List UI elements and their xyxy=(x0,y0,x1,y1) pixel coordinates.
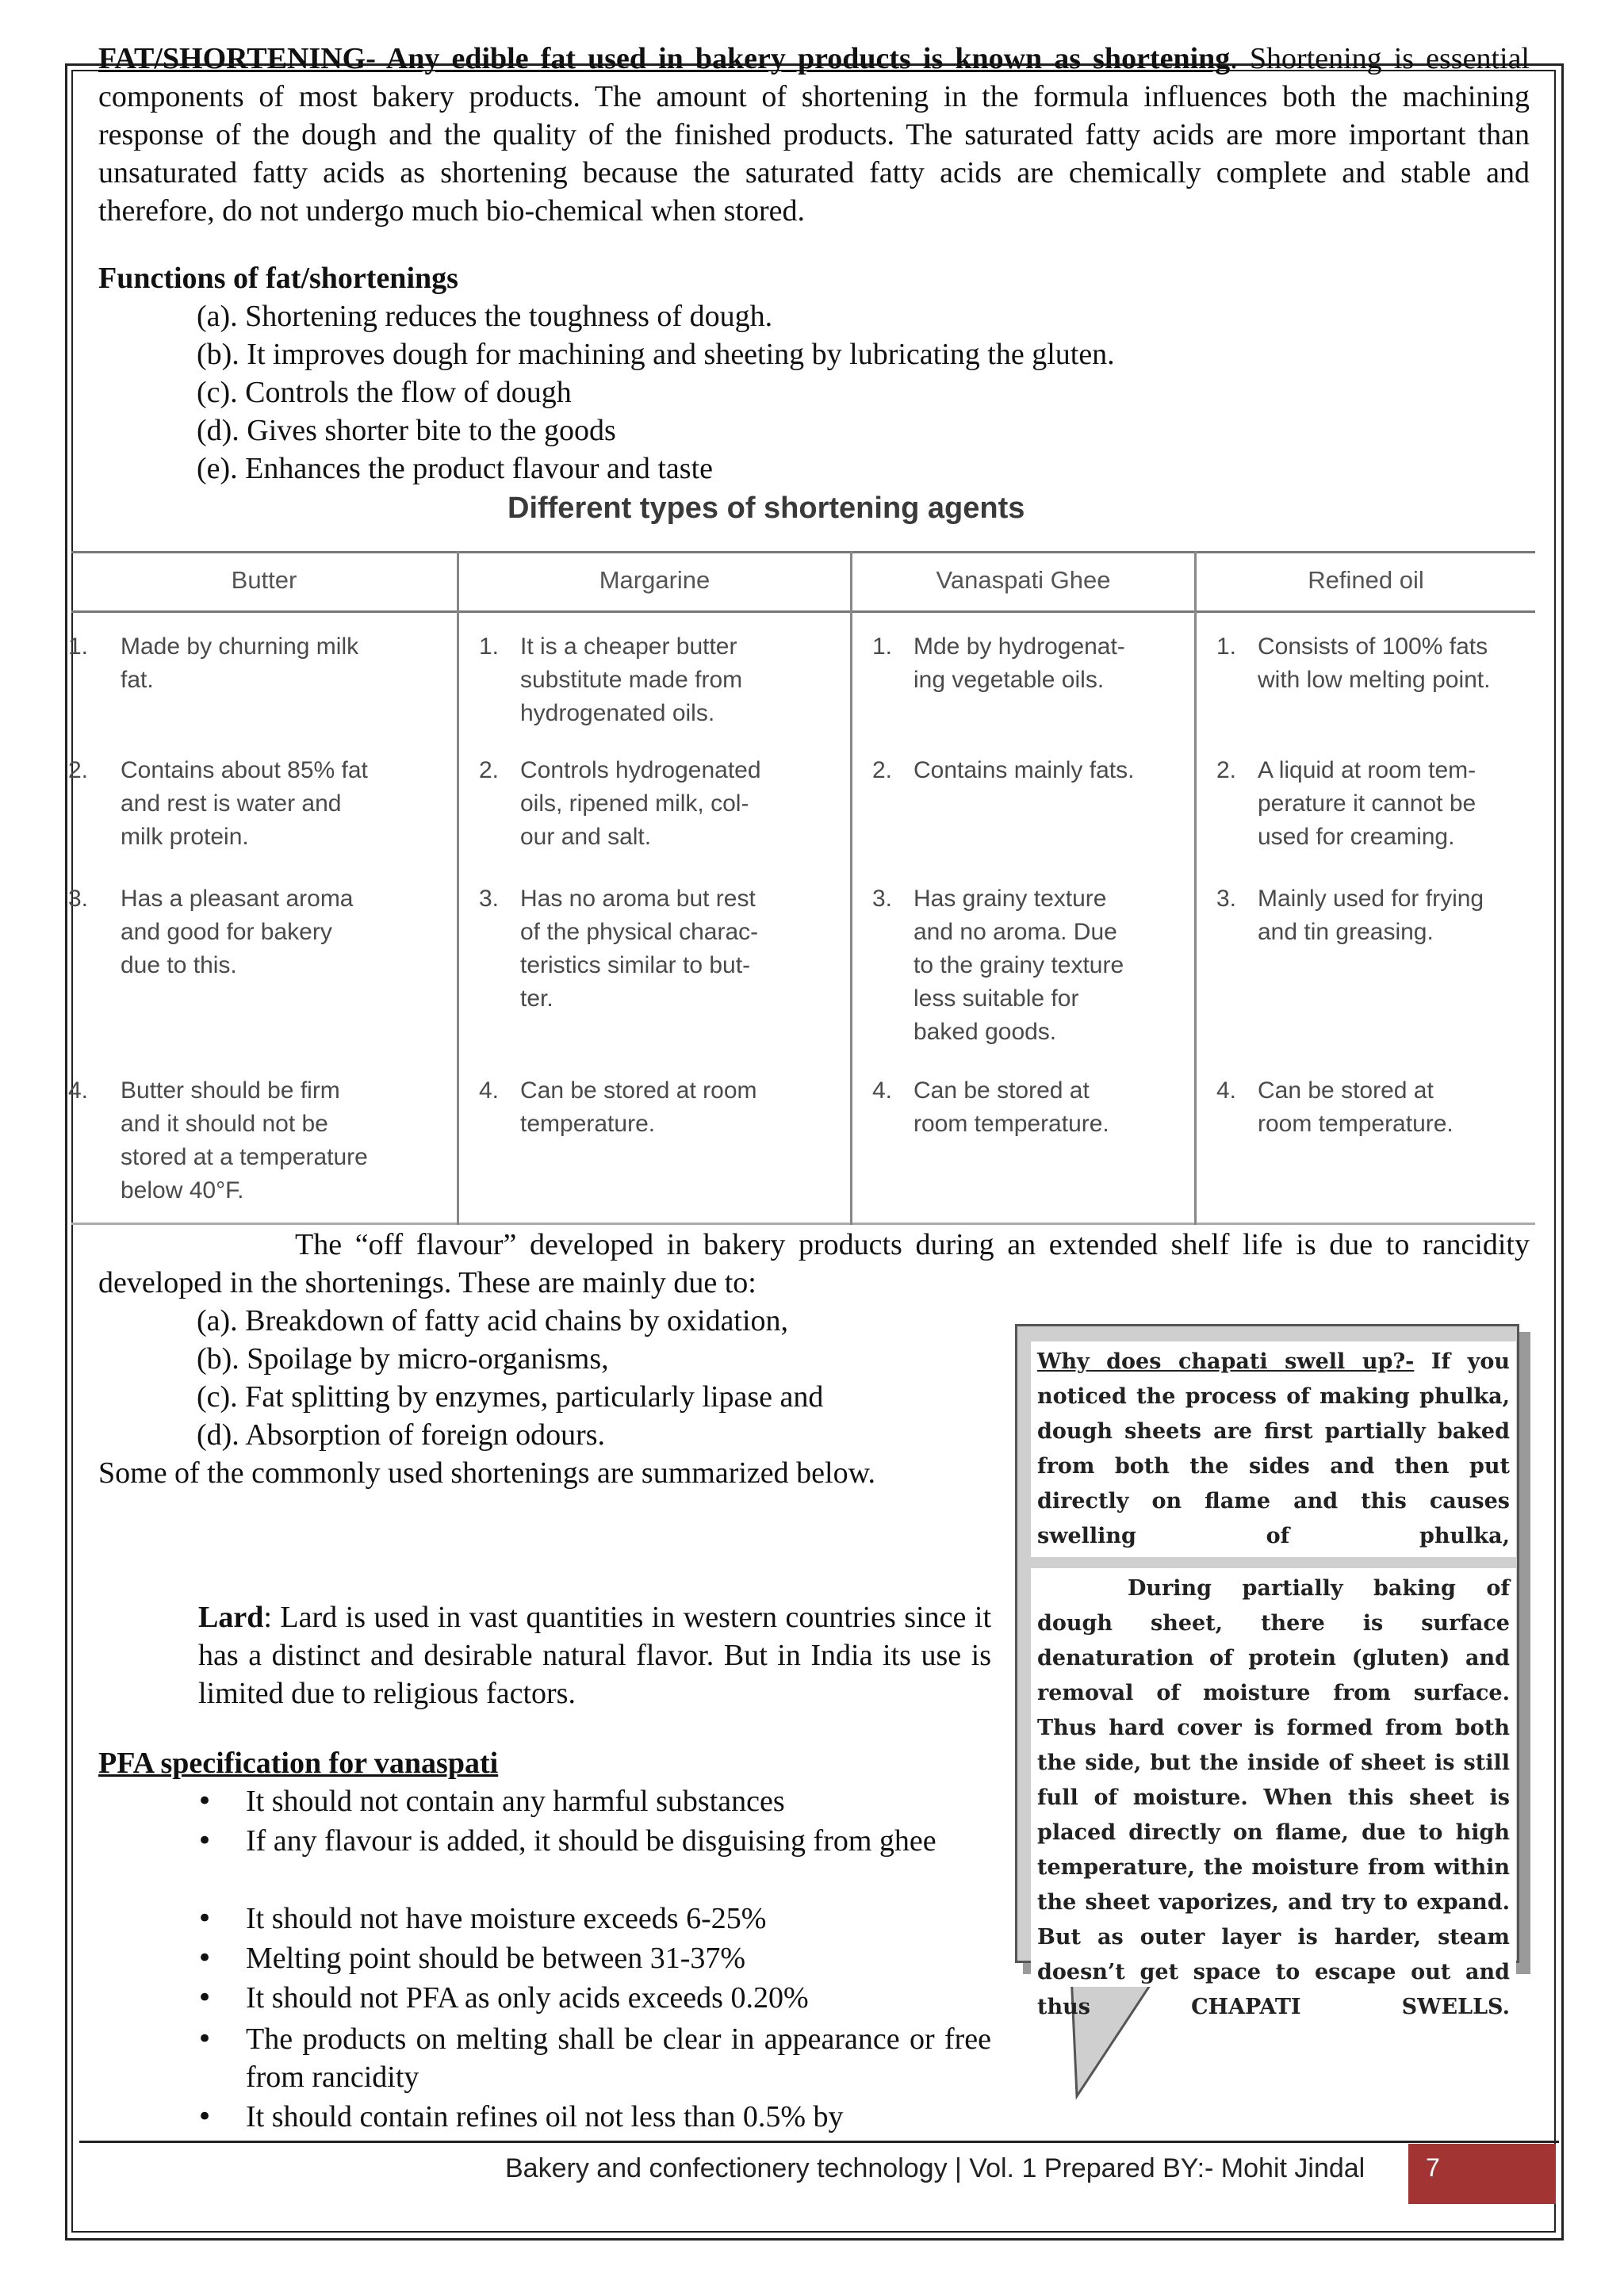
table-row-number: 3. xyxy=(1216,886,1237,912)
table-row-number: 1. xyxy=(872,633,893,660)
table-row-number: 1. xyxy=(479,633,500,660)
table-cell: Has no aroma but rest of the physical charac- teristics similar to but- ter. xyxy=(520,886,759,1012)
function-item: (b). It improves dough for machining and sheeting by lubricating the gluten. xyxy=(197,338,1115,371)
table-divider xyxy=(850,551,852,1225)
pfa-bullet: • It should not contain any harmful substances xyxy=(246,1782,991,1820)
pfa-bullet: • If any flavour is added, it should be disguising from ghee xyxy=(246,1822,991,1860)
column-header-butter: Butter xyxy=(231,566,297,594)
function-item: (c). Controls the flow of dough xyxy=(197,376,572,409)
table-cell: A liquid at room tem- perature it cannot be used for creaming. xyxy=(1258,757,1477,850)
pfa-bullet: • Melting point should be between 31-37% xyxy=(246,1939,991,1977)
table-row-number: 2. xyxy=(1216,757,1237,783)
callout-question: Why does chapati swell up?- xyxy=(1037,1349,1415,1374)
column-header-margarine: Margarine xyxy=(599,566,710,594)
function-item: (a). Shortening reduces the toughness of dough. xyxy=(197,300,773,333)
rancidity-summary: Some of the commonly used shortenings are summarized below. xyxy=(98,1456,876,1490)
rancidity-cause: (c). Fat splitting by enzymes, particularly lipase and xyxy=(197,1380,824,1414)
pfa-bullet: • It should contain refines oil not less than 0.5% by xyxy=(246,2098,991,2136)
table-cell: Can be stored at room temperature. xyxy=(1258,1077,1454,1137)
callout-explanation: During partially baking of dough sheet, there is surface denaturation of protein (gluten) and removal of moisture from surface. Thus hard cover is formed from both the side, but the inside of sheet is still full of moisture. When this sheet is placed directly on flame, due to high temperature, the moisture from within the sheet vaporizes, and try to expand. But as outer layer is harder, steam doesn’t get space to escape out and thus CHAPATI SWELLS. xyxy=(1031,1568,1516,1987)
table-divider xyxy=(457,551,459,1225)
table-cell: It is a cheaper butter substitute made from hydrogenated oils. xyxy=(520,633,743,726)
table-row-number: 4. xyxy=(1216,1077,1237,1104)
table-cell: Has a pleasant aroma and good for bakery due to this. xyxy=(121,886,354,978)
table-title: Different types of shortening agents xyxy=(508,492,1025,525)
table-cell: Mde by hydrogenat- ing vegetable oils. xyxy=(914,633,1125,693)
rancidity-cause: (b). Spoilage by micro-organisms, xyxy=(197,1342,609,1376)
callout-question-box xyxy=(1031,1341,1516,1557)
table-row-number: 3. xyxy=(872,886,893,912)
page-number-badge xyxy=(1408,2144,1556,2204)
table-cell: Contains about 85% fat and rest is water and milk protein. xyxy=(121,757,368,850)
functions-list xyxy=(197,297,1115,488)
rancidity-intro: The “off flavour” developed in bakery products during an extended shelf life is due to rancidity developed in the shortenings. These are mainly due to: xyxy=(98,1228,1530,1299)
table-row-number: 4. xyxy=(479,1077,500,1104)
pfa-heading: PFA specification for vanaspati xyxy=(98,1747,499,1780)
table-cell: Controls hydrogenated oils, ripened milk, col- our and salt. xyxy=(520,757,761,850)
functions-heading: Functions of fat/shortenings xyxy=(98,262,458,295)
table-row-number: 4. xyxy=(872,1077,893,1104)
table-cell: Butter should be firm and it should not be stored at a temperature below 40°F. xyxy=(121,1077,368,1203)
lard-paragraph xyxy=(198,1598,991,1712)
rancidity-causes xyxy=(197,1302,823,1454)
table-cell: Made by churning milk fat. xyxy=(121,633,359,693)
page-number: 7 xyxy=(1426,2153,1440,2182)
column-header-refined-oil: Refined oil xyxy=(1308,566,1424,594)
table-row-number: 2. xyxy=(479,757,500,783)
rancidity-cause: (a). Breakdown of fatty acid chains by oxidation, xyxy=(197,1304,789,1337)
intro-lead: FAT/SHORTENING- Any edible fat used in bakery products is known as shortening xyxy=(98,42,1231,75)
shortening-table xyxy=(68,551,1535,1225)
footer-text: Bakery and confectionery technology | Vol. 1 Prepared BY:- Mohit Jindal xyxy=(505,2153,1365,2183)
function-item: (d). Gives shorter bite to the goods xyxy=(197,414,616,447)
table-row-number: 1. xyxy=(68,633,89,660)
table-rule-header xyxy=(71,610,1535,613)
table-cell: Mainly used for frying and tin greasing. xyxy=(1258,886,1484,945)
column-header-vanaspati: Vanaspati Ghee xyxy=(936,566,1111,594)
table-row-number: 2. xyxy=(68,757,89,783)
table-cell: Contains mainly fats. xyxy=(914,757,1135,783)
table-row-number: 4. xyxy=(68,1077,89,1104)
rancidity-cause: (d). Absorption of foreign odours. xyxy=(197,1418,606,1452)
table-row-number: 1. xyxy=(1216,633,1237,660)
table-cell: Can be stored at room temperature. xyxy=(520,1077,757,1137)
pfa-bullet: • The products on melting shall be clear in appearance or free from rancidity xyxy=(246,2020,991,2096)
table-row-number: 3. xyxy=(68,886,89,912)
table-row-number: 2. xyxy=(872,757,893,783)
footer-rule xyxy=(79,2141,1559,2143)
table-row-number: 3. xyxy=(479,886,500,912)
pfa-bullet: • It should not PFA as only acids exceeds 0.20% xyxy=(246,1979,991,2017)
function-item: (e). Enhances the product flavour and taste xyxy=(197,452,714,485)
table-rule-bottom xyxy=(71,1223,1535,1225)
table-cell: Can be stored at room temperature. xyxy=(914,1077,1109,1137)
table-cell: Has grainy texture and no aroma. Due to the grainy texture less suitable for baked goods. xyxy=(914,886,1124,1045)
lard-term: Lard xyxy=(198,1601,264,1634)
pfa-bullet: • It should not have moisture exceeds 6-25% xyxy=(246,1900,991,1938)
intro-paragraph xyxy=(98,40,1530,230)
intro-body: . Shortening is essential components of most bakery products. The amount of shortening in the formula influences both the machining response of the dough and the quality of the finished products. The saturated fatty acids are more important than unsaturated fatty acids as shortening because the saturated fatty acids are chemically complete and stable and therefore, do not undergo much bio-chemical when stored. xyxy=(98,42,1530,228)
rancidity-section xyxy=(98,1226,1530,1302)
callout-answer: If you noticed the process of making phulka, dough sheets are first partially baked from both the sides and then put directly on flame and this causes swelling of phulka, xyxy=(1037,1349,1510,1548)
table-rule-top xyxy=(71,551,1535,553)
lard-text: : Lard is used in vast quantities in western countries since it has a distinct and desirable natural flavor. But in India its use is limited due to religious factors. xyxy=(198,1601,991,1710)
table-cell: Consists of 100% fats with low melting point. xyxy=(1258,633,1491,693)
